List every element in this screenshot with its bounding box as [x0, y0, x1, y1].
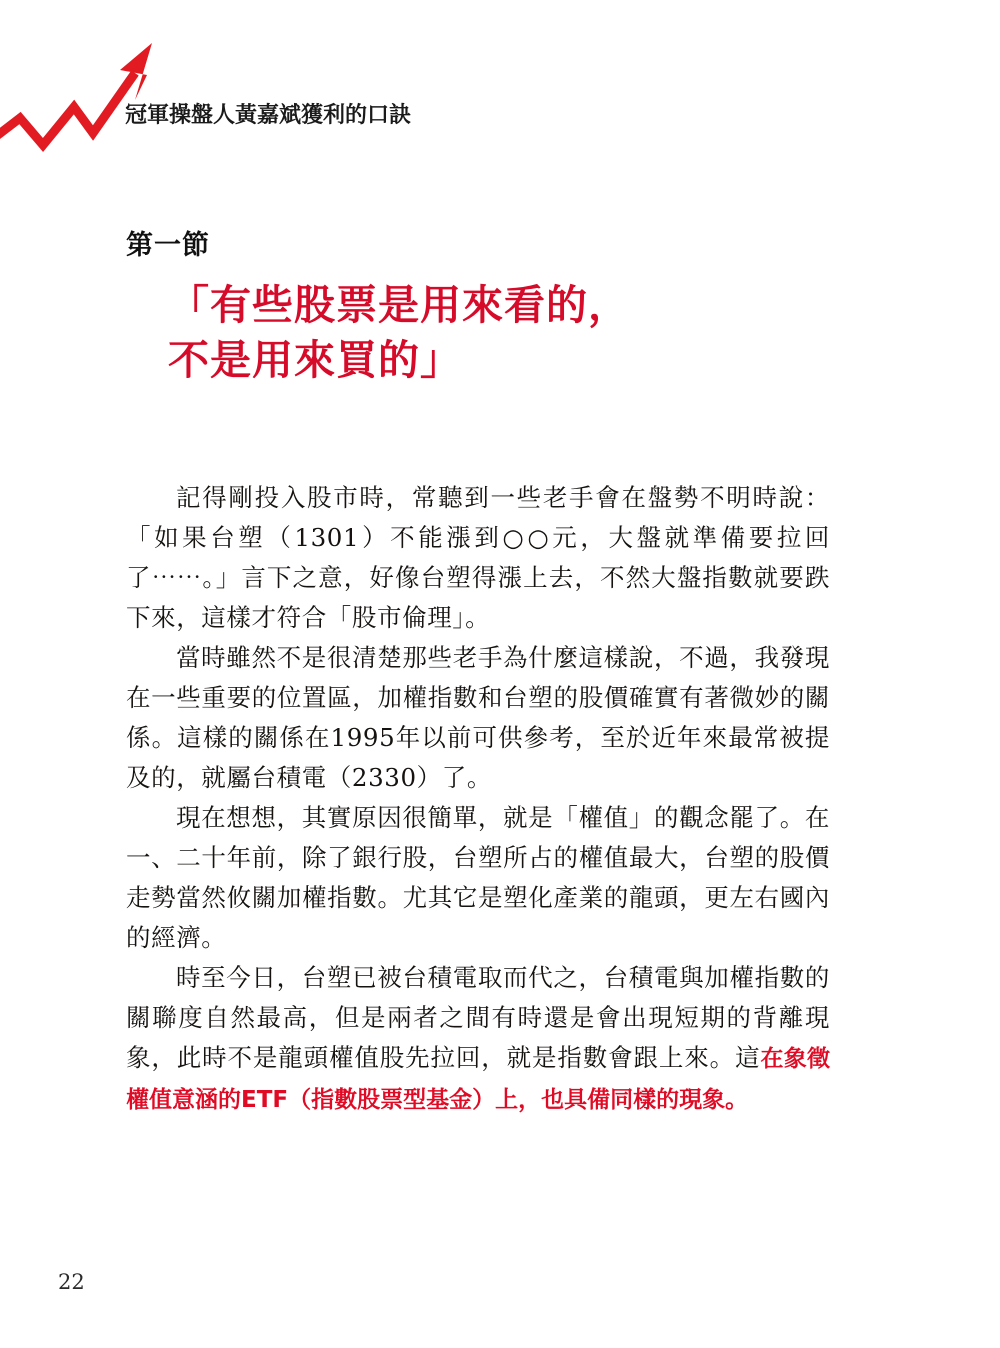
section-title-line-1: 「有些股票是用來看的，	[168, 281, 630, 329]
paragraph: 當時雖然不是很清楚那些老手為什麼這樣說，不過，我發現在一些重要的位置區，加權指數和台塑的股價確實有著微妙的關係。這樣的關係在1995年以前可供參考，至於近年來最常被提及的，就屬台積電（2330）了。	[126, 643, 830, 792]
paragraph: 記得剛投入股市時，常聽到一些老手會在盤勢不明時說：「如果台塑（1301）不能漲到○○元，大盤就準備要拉回了⋯⋯。」言下之意，好像台塑得漲上去，不然大盤指數就要跌下來，這樣才符合「股市倫理」。	[126, 483, 830, 632]
upward-trend-arrow-icon	[0, 34, 170, 154]
body-copy	[126, 478, 830, 1120]
paragraph-plain-text: 時至今日，台塑已被台積電取而代之，台積電與加權指數的關聯度自然最高，但是兩者之間有時還是會出現短期的背離現象，此時不是龍頭權值股先拉回，就是指數會跟上來。這	[126, 963, 830, 1072]
header-title: 冠軍操盤人黃嘉斌獲利的口訣	[125, 102, 412, 128]
paragraph: 現在想想，其實原因很簡單，就是「權值」的觀念罷了。在一、二十年前，除了銀行股，台塑所占的權值最大，台塑的股價走勢當然攸關加權指數。尤其它是塑化產業的龍頭，更左右國內的經濟。	[126, 803, 830, 952]
page-header	[0, 0, 1000, 175]
section-title-line-2: 不是用來買的」	[168, 336, 462, 384]
highlighted-text: 在象徵權值意涵的ETF（指數股票型基金）上，也具備同樣的現象。	[126, 1046, 831, 1113]
section-label: 第一節	[126, 230, 210, 261]
section-title	[168, 278, 868, 388]
page-number: 22	[58, 1270, 85, 1294]
paragraph-with-highlight	[126, 958, 830, 1120]
